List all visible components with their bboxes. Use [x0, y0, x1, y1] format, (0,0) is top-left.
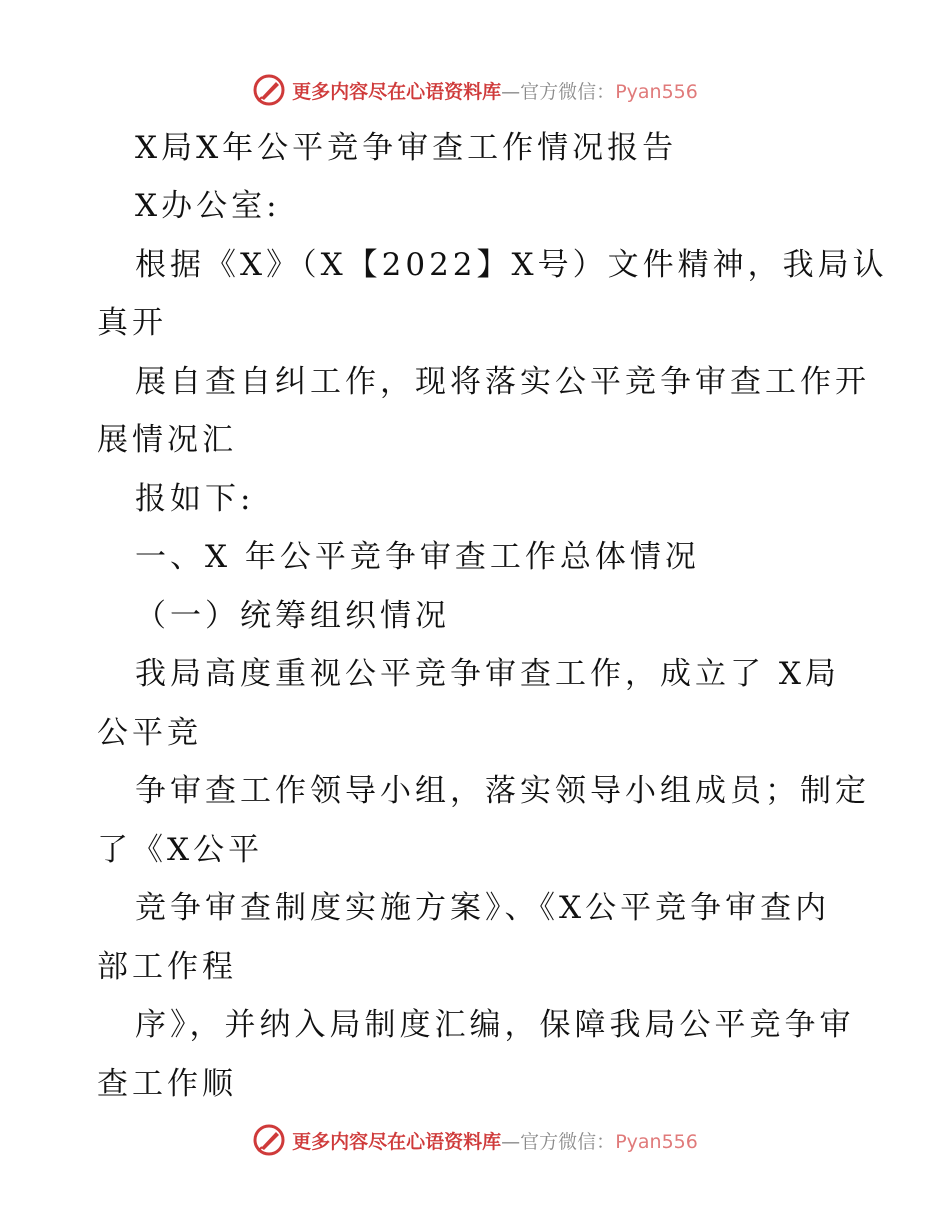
- footer-watermark: [0, 1120, 950, 1160]
- document-title: X局X年公平竞争审查工作情况报告: [135, 130, 678, 166]
- watermark-label: 官方微信：: [520, 1130, 616, 1153]
- paragraph-line: 查工作顺: [97, 1066, 237, 1102]
- quill-logo-icon: [252, 73, 286, 107]
- watermark-dash: —: [501, 1130, 521, 1153]
- paragraph-line: 了《X公平: [97, 832, 264, 868]
- watermark-brand: 更多内容尽在心语资料库: [292, 1130, 502, 1153]
- subsection-heading: （一）统筹组织情况: [135, 598, 450, 634]
- watermark-account: Pyan556: [615, 80, 698, 103]
- paragraph-line: 真开: [97, 305, 167, 341]
- paragraph-line: 争审查工作领导小组，落实领导小组成员；制定: [135, 773, 870, 809]
- watermark-dash: —: [501, 80, 521, 103]
- watermark-label: 官方微信：: [520, 80, 616, 103]
- watermark-account: Pyan556: [615, 1130, 698, 1153]
- paragraph-line: 展自查自纠工作，现将落实公平竞争审查工作开: [135, 364, 870, 400]
- document-recipient: X办公室:: [135, 188, 281, 224]
- section-heading: 一、X 年公平竞争审查工作总体情况: [135, 539, 700, 575]
- watermark-brand: 更多内容尽在心语资料库: [292, 80, 502, 103]
- paragraph-line: 报如下:: [135, 481, 255, 517]
- paragraph-line: 展情况汇: [97, 422, 237, 458]
- watermark-text: [292, 77, 698, 104]
- paragraph-line: 部工作程: [97, 949, 237, 985]
- paragraph-line: 我局高度重视公平竞争审查工作，成立了 X局: [135, 656, 840, 692]
- quill-logo-icon: [252, 1123, 286, 1157]
- paragraph-line: 序》，并纳入局制度汇编，保障我局公平竞争审: [135, 1007, 855, 1043]
- watermark-text: [292, 1127, 698, 1154]
- paragraph-line: 根据《X》（X【2022】X号）文件精神，我局认: [135, 247, 888, 283]
- paragraph-line: 公平竞: [97, 715, 202, 751]
- paragraph-line: 竞争审查制度实施方案》、《X公平竞争审查内: [135, 890, 831, 926]
- header-watermark: [0, 70, 950, 110]
